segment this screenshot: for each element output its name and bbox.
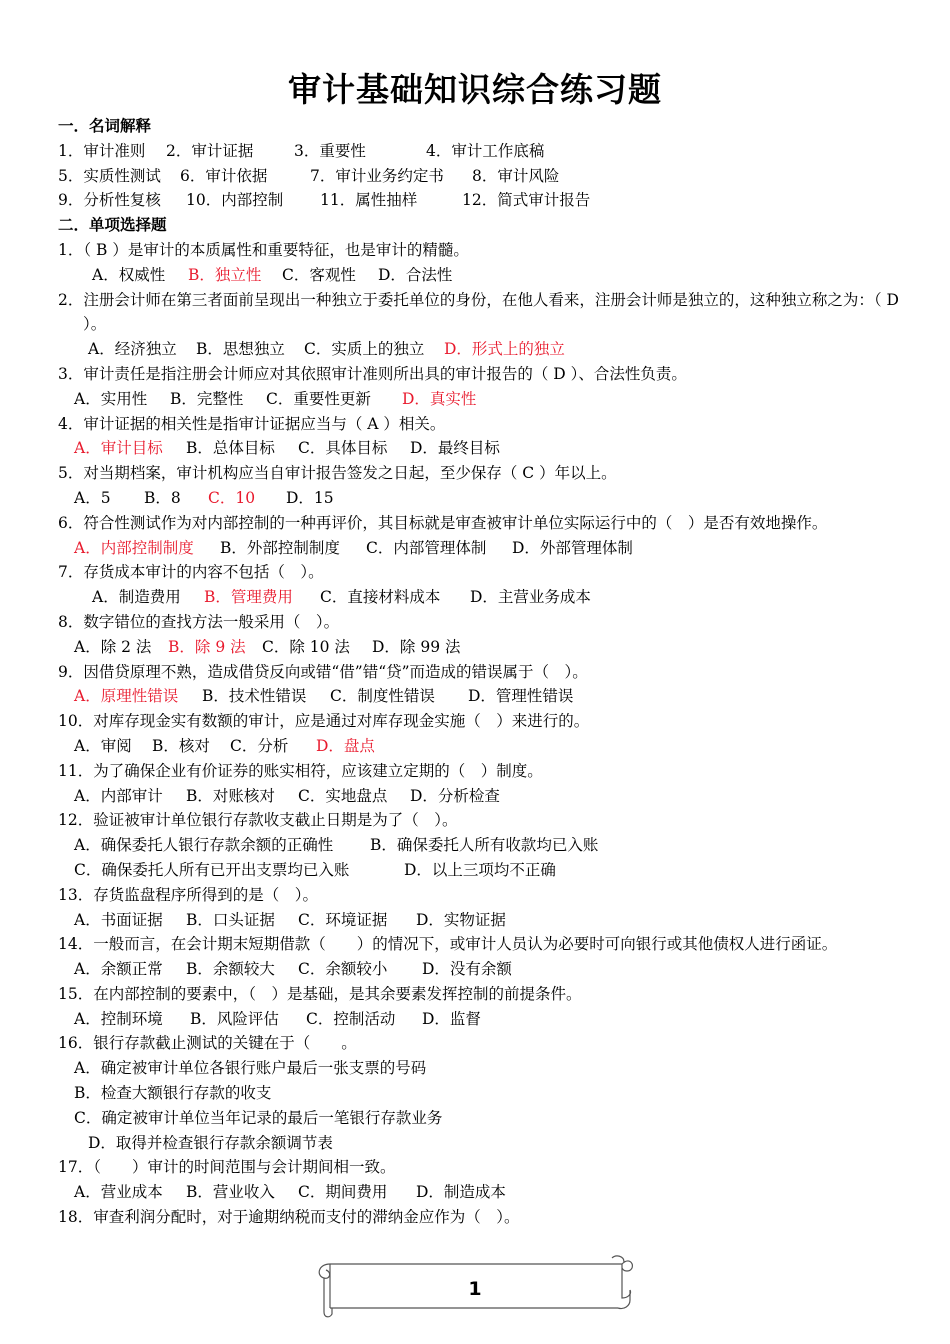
option: B．风险评估 xyxy=(190,1009,279,1028)
option-answer: A．审计目标 xyxy=(74,439,163,458)
term-item: 2．审计证据 xyxy=(166,141,254,160)
option-answer: B．除 9 法 xyxy=(168,637,246,656)
option: D．制造成本 xyxy=(416,1183,506,1202)
question-stem: 5．对当期档案，审计机构应当自审计报告签发之日起，至少保存（ C ）年以上。 xyxy=(58,464,617,483)
option: C．控制活动 xyxy=(306,1009,396,1028)
question-options xyxy=(58,486,918,511)
term-item: 6．审计依据 xyxy=(180,166,268,185)
question-stem: 12．验证被审计单位银行存款收支截止日期是为了（ ）。 xyxy=(58,811,458,830)
question-stem: 15．在内部控制的要素中，（ ）是基础，是其余要素发挥控制的前提条件。 xyxy=(58,984,582,1003)
term-item: 4．审计工作底稿 xyxy=(426,141,545,160)
question-stem: 1．（ B ）是审计的本质属性和重要特征，也是审计的精髓。 xyxy=(58,240,469,259)
question-stem: 17．（ ）审计的时间范围与会计期间相一致。 xyxy=(58,1158,396,1177)
option: A．审阅 xyxy=(74,736,132,755)
question-options xyxy=(58,833,918,858)
option: C．客观性 xyxy=(282,265,356,284)
option: C．分析 xyxy=(230,736,289,755)
option: B．核对 xyxy=(152,736,210,755)
option: C．除 10 法 xyxy=(262,637,350,656)
option: B．口头证据 xyxy=(186,910,275,929)
question-options xyxy=(58,536,918,561)
question-stem: 13．存货监盘程序所得到的是（ ）。 xyxy=(58,885,318,904)
option: A．制造费用 xyxy=(92,588,181,607)
option: D．合法性 xyxy=(378,265,453,284)
term-item: 7．审计业务约定书 xyxy=(310,166,444,185)
page-footer-scroll xyxy=(312,1254,638,1320)
option: C．环境证据 xyxy=(298,910,388,929)
option: A．内部审计 xyxy=(74,786,163,805)
option: D．监督 xyxy=(422,1009,481,1028)
option: A．控制环境 xyxy=(74,1009,163,1028)
option: C．余额较小 xyxy=(298,960,388,979)
option: A．营业成本 xyxy=(74,1183,163,1202)
option-answer: D．盘点 xyxy=(316,736,375,755)
question-options xyxy=(58,1007,918,1032)
question-stem: 10．对库存现金实有数额的审计，应是通过对库存现金实施（ ）来进行的。 xyxy=(58,712,590,731)
option: C．期间费用 xyxy=(298,1183,388,1202)
question-stem: 8．数字错位的查找方法一般采用（ ）。 xyxy=(58,612,340,631)
option: A．书面证据 xyxy=(74,910,163,929)
option: C．制度性错误 xyxy=(330,687,435,706)
question-stem: 2．注册会计师在第三者面前呈现出一种独立于委托单位的身份，在他人看来，注册会计师是独立的，这种独立称之为：（ D ）。 xyxy=(58,290,899,334)
question-options xyxy=(58,684,918,709)
option: B．余额较大 xyxy=(186,960,275,979)
question-options xyxy=(58,734,918,759)
term-item: 5．实质性测试 xyxy=(58,166,161,185)
question-stem: 3．审计责任是指注册会计师应对其依照审计准则所出具的审计报告的（ D ）、合法性负责。 xyxy=(58,364,687,383)
option: C．实地盘点 xyxy=(298,786,388,805)
section-heading-terms: 一．名词解释 xyxy=(58,116,152,135)
option: D．以上三项均不正确 xyxy=(404,860,556,879)
question-stem: 4．审计证据的相关性是指审计证据应当与（ A ）相关。 xyxy=(58,414,446,433)
term-item: 9．分析性复核 xyxy=(58,191,161,210)
question-stem: 18．审查利润分配时，对于逾期纳税而支付的滞纳金应作为（ ）。 xyxy=(58,1208,520,1227)
option: D．除 99 法 xyxy=(372,637,461,656)
question-options xyxy=(58,635,918,660)
question-stem: 7．存货成本审计的内容不包括（ ）。 xyxy=(58,563,324,582)
option: A．除 2 法 xyxy=(74,637,152,656)
option: B．外部控制制度 xyxy=(220,538,340,557)
term-item: 12．简式审计报告 xyxy=(462,191,591,210)
option-answer: B．管理费用 xyxy=(204,588,293,607)
terms-row xyxy=(58,188,918,213)
question-options xyxy=(58,858,918,883)
term-item: 10．内部控制 xyxy=(186,191,284,210)
option: D．主营业务成本 xyxy=(470,588,591,607)
option: B．技术性错误 xyxy=(202,687,307,706)
option: A．实用性 xyxy=(74,389,148,408)
question-stem: 6．符合性测试作为对内部控制的一种再评价，其目标就是审查被审计单位实际运行中的（ ）是否有效地操作。 xyxy=(58,513,828,532)
option: D．分析检查 xyxy=(410,786,500,805)
terms-row xyxy=(58,164,918,189)
option: D．管理性错误 xyxy=(468,687,574,706)
option: C．直接材料成本 xyxy=(320,588,441,607)
option-answer: C．10 xyxy=(208,488,256,507)
option: A．余额正常 xyxy=(74,960,163,979)
question-option: C．确定被审计单位当年记录的最后一笔银行存款业务 xyxy=(74,1108,443,1127)
section-heading-choice: 二．单项选择题 xyxy=(58,215,167,235)
option: B．对账核对 xyxy=(186,786,275,805)
question-options xyxy=(58,436,918,461)
option: D．实物证据 xyxy=(416,910,506,929)
option: C．确保委托人所有已开出支票均已入账 xyxy=(74,860,350,879)
option-answer: D．真实性 xyxy=(402,389,477,408)
option: B．营业收入 xyxy=(186,1183,275,1202)
question-options xyxy=(58,387,918,412)
term-item: 3．重要性 xyxy=(294,141,366,160)
question-stem: 14．一般而言，在会计期末短期借款（ ）的情况下，或审计人员认为必要时可向银行或其他债权人进行函证。 xyxy=(58,935,838,954)
terms-row xyxy=(58,139,918,164)
option: B．8 xyxy=(144,488,181,507)
question-option: A．确定被审计单位各银行账户最后一张支票的号码 xyxy=(74,1059,427,1078)
question-options xyxy=(58,1180,918,1205)
option-answer: A．内部控制制度 xyxy=(74,538,194,557)
question-option: D．取得并检查银行存款余额调节表 xyxy=(88,1133,333,1152)
option-answer: A．原理性错误 xyxy=(74,687,179,706)
option: C．内部管理体制 xyxy=(366,538,487,557)
question-options xyxy=(58,784,918,809)
option: B．思想独立 xyxy=(196,340,285,359)
question-stem: 11．为了确保企业有价证券的账实相符，应该建立定期的（ ）制度。 xyxy=(58,761,543,780)
option: C．重要性更新 xyxy=(266,389,371,408)
term-item: 11．属性抽样 xyxy=(320,191,418,210)
option: A．确保委托人银行存款余额的正确性 xyxy=(74,836,334,855)
option: A．5 xyxy=(74,488,111,507)
document-body xyxy=(58,114,918,1230)
option: C．实质上的独立 xyxy=(304,340,425,359)
question-options xyxy=(58,263,918,288)
option: D．最终目标 xyxy=(410,439,500,458)
question-options xyxy=(58,337,918,362)
option: B．总体目标 xyxy=(186,439,275,458)
option: C．具体目标 xyxy=(298,439,388,458)
option: A．经济独立 xyxy=(88,340,177,359)
page-number: 1 xyxy=(468,1278,482,1300)
page-title: 审计基础知识综合练习题 xyxy=(288,70,662,109)
question-stem: 16．银行存款截止测试的关键在于（ 。 xyxy=(58,1034,357,1053)
term-item: 8．审计风险 xyxy=(472,166,560,185)
option: D．没有余额 xyxy=(422,960,512,979)
question-option: B．检查大额银行存款的收支 xyxy=(74,1084,272,1103)
question-options xyxy=(58,585,918,610)
option: A．权威性 xyxy=(92,265,166,284)
question-options xyxy=(58,908,918,933)
question-stem: 9．因借贷原理不熟，造成借贷反向或错“借”错“贷”而造成的错误属于（ ）。 xyxy=(58,662,588,681)
term-item: 1．审计准则 xyxy=(58,141,146,160)
option: D．外部管理体制 xyxy=(512,538,633,557)
option-answer: B．独立性 xyxy=(188,265,262,284)
question-options xyxy=(58,957,918,982)
option-answer: D．形式上的独立 xyxy=(444,340,565,359)
option: B．确保委托人所有收款均已入账 xyxy=(370,836,599,855)
option: D．15 xyxy=(286,488,334,507)
option: B．完整性 xyxy=(170,389,244,408)
